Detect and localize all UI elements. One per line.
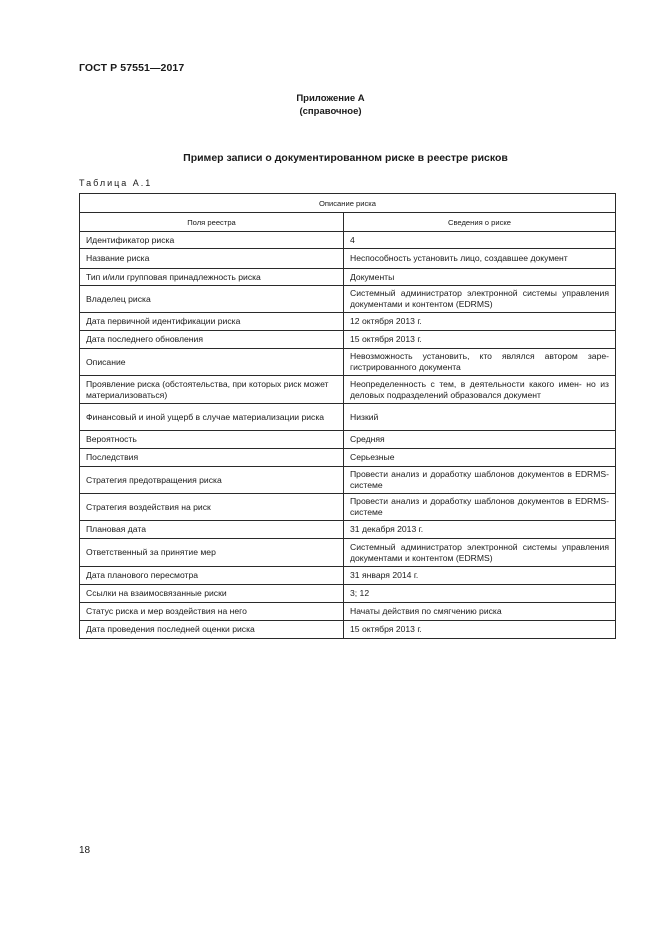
register-field: Дата последнего обновления [80, 331, 344, 349]
table-row [80, 404, 616, 431]
table-row [80, 269, 616, 286]
table-row [80, 449, 616, 467]
risk-info: Неспособность установить лицо, создавшее документ [344, 249, 616, 269]
register-field: Плановая дата [80, 521, 344, 539]
risk-info: Неопределенность с тем, в деятельности какого имен- но из деловых подразделений образовался документ [344, 376, 616, 404]
register-field: Идентификатор риска [80, 232, 344, 249]
table-row [80, 313, 616, 331]
table-row [80, 431, 616, 449]
table-row [80, 567, 616, 585]
table-row [80, 331, 616, 349]
risk-info: 15 октября 2013 г. [344, 331, 616, 349]
appendix-title: Приложение А [296, 93, 365, 104]
table-row [80, 232, 616, 249]
risk-info: 31 декабря 2013 г. [344, 521, 616, 539]
risk-info: 12 октября 2013 г. [344, 313, 616, 331]
risk-info: Низкий [344, 404, 616, 431]
table-row [80, 603, 616, 621]
register-field: Стратегия воздействия на риск [80, 494, 344, 521]
risk-register-table [79, 193, 616, 639]
risk-info: Невозможность установить, кто являлся автором заре- гистрированного документа [344, 349, 616, 376]
register-field: Последствия [80, 449, 344, 467]
appendix-subtitle: (справочное) [299, 106, 362, 117]
risk-info: 31 января 2014 г. [344, 567, 616, 585]
table-row [80, 349, 616, 376]
table-row [80, 249, 616, 269]
register-field: Стратегия предотвращения риска [80, 467, 344, 494]
table-row [80, 467, 616, 494]
register-field: Финансовый и иной ущерб в случае материализации риска [80, 404, 344, 431]
table-row [80, 539, 616, 567]
register-field: Ссылки на взаимосвязанные риски [80, 585, 344, 603]
table-row [80, 494, 616, 521]
table-title-row [80, 194, 616, 213]
table-caption: Таблица А.1 [79, 178, 153, 188]
register-field: Дата первичной идентификации риска [80, 313, 344, 331]
risk-info: Системный администратор электронной системы управления документами и контентом (EDRMS) [344, 286, 616, 313]
risk-info: 3; 12 [344, 585, 616, 603]
register-field: Владелец риска [80, 286, 344, 313]
risk-info: Провести анализ и доработку шаблонов документов в EDRMS-системе [344, 467, 616, 494]
risk-info: Средняя [344, 431, 616, 449]
risk-info: Провести анализ и доработку шаблонов документов в EDRMS-системе [344, 494, 616, 521]
register-field: Статус риска и мер воздействия на него [80, 603, 344, 621]
table-row [80, 585, 616, 603]
register-field: Вероятность [80, 431, 344, 449]
register-field: Проявление риска (обстоятельства, при которых риск может материализоваться) [80, 376, 344, 404]
section-heading: Пример записи о документированном риске в реестре рисков [183, 152, 508, 164]
table-row [80, 376, 616, 404]
risk-info: Системный администратор электронной системы управления документами и контентом (EDRMS) [344, 539, 616, 567]
column-header-field: Поля реестра [80, 213, 344, 232]
appendix-heading [0, 92, 661, 118]
register-field: Дата проведения последней оценки риска [80, 621, 344, 639]
register-field: Название риска [80, 249, 344, 269]
risk-info: Документы [344, 269, 616, 286]
risk-info: 15 октября 2013 г. [344, 621, 616, 639]
table-body [80, 232, 616, 639]
table-title: Описание риска [80, 194, 616, 213]
table-row [80, 621, 616, 639]
column-header-info: Сведения о риске [344, 213, 616, 232]
risk-info: Серьезные [344, 449, 616, 467]
table-header-row [80, 213, 616, 232]
page-number: 18 [79, 845, 91, 856]
standard-code: ГОСТ Р 57551—2017 [79, 62, 185, 74]
register-field: Ответственный за принятие мер [80, 539, 344, 567]
risk-info: 4 [344, 232, 616, 249]
register-field: Описание [80, 349, 344, 376]
register-field: Тип и/или групповая принадлежность риска [80, 269, 344, 286]
risk-info: Начаты действия по смягчению риска [344, 603, 616, 621]
table-row [80, 286, 616, 313]
register-field: Дата планового пересмотра [80, 567, 344, 585]
table-row [80, 521, 616, 539]
